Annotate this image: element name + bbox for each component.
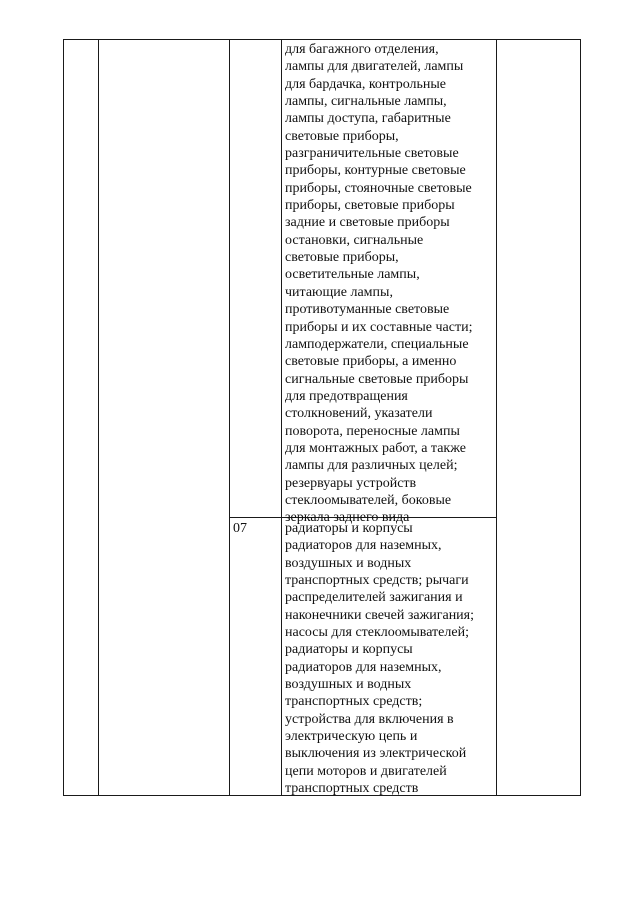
- description-line: зеркала заднего вида: [285, 510, 410, 526]
- description-line: воздушных и водных: [285, 677, 412, 693]
- description-line: приборы, стояночные световые: [285, 180, 472, 196]
- description-line: транспортных средств;: [285, 694, 423, 710]
- description-line: осветительные лампы,: [285, 267, 420, 283]
- table-cell-description: [285, 41, 472, 527]
- description-line: задние и световые приборы: [285, 215, 450, 231]
- table-border-right: [580, 39, 581, 796]
- description-line: электрическую цепь и: [285, 729, 418, 745]
- description-line: лампы для различных целей;: [285, 458, 458, 474]
- table-border-top: [63, 39, 581, 40]
- description-line: сигнальные световые приборы: [285, 371, 469, 387]
- description-line: поворота, переносные лампы: [285, 423, 460, 439]
- description-line: выключения из электрической: [285, 746, 467, 762]
- table-cell-class-code: 07: [233, 521, 247, 536]
- description-line: приборы, контурные световые: [285, 163, 466, 179]
- table-column-divider: [281, 39, 282, 796]
- description-line: остановки, сигнальные: [285, 232, 424, 248]
- description-line: лампы, сигнальные лампы,: [285, 94, 447, 110]
- description-line: лампы доступа, габаритные: [285, 111, 451, 127]
- description-line: для бардачка, контрольные: [285, 76, 446, 92]
- description-line: стеклоомывателей, боковые: [285, 492, 452, 508]
- description-line: устройства для включения в: [285, 711, 454, 727]
- description-line: цепи моторов и двигателей: [285, 763, 447, 779]
- description-line: световые приборы,: [285, 250, 399, 266]
- description-line: столкновений, указатели: [285, 406, 433, 422]
- description-line: радиаторов для наземных,: [285, 659, 442, 675]
- description-line: для багажного отделения,: [285, 42, 439, 57]
- description-line: радиаторы и корпусы: [285, 642, 413, 658]
- description-line: наконечники свечей зажигания;: [285, 607, 475, 623]
- description-line: транспортных средств: [285, 781, 419, 797]
- description-line: световые приборы,: [285, 128, 399, 144]
- table-border-left: [63, 39, 64, 796]
- table-column-divider: [98, 39, 99, 796]
- description-line: приборы и их составные части;: [285, 319, 473, 335]
- description-line: противотуманные световые: [285, 302, 450, 318]
- description-line: воздушных и водных: [285, 555, 412, 571]
- description-line: приборы, световые приборы: [285, 198, 455, 214]
- description-line: разграничительные световые: [285, 146, 459, 162]
- description-line: световые приборы, а именно: [285, 354, 457, 370]
- table-cell-description: [285, 520, 474, 798]
- table-column-divider: [496, 39, 497, 796]
- description-line: радиаторы и корпусы: [285, 521, 413, 536]
- description-line: насосы для стеклоомывателей;: [285, 625, 469, 641]
- table-column-divider: [229, 39, 230, 796]
- description-line: распределителей зажигания и: [285, 590, 463, 606]
- description-line: для монтажных работ, а также: [285, 440, 466, 456]
- description-line: читающие лампы,: [285, 284, 393, 300]
- description-line: лампы для двигателей, лампы: [285, 59, 464, 75]
- description-line: транспортных средств; рычаги: [285, 573, 469, 589]
- description-line: ламподержатели, специальные: [285, 336, 469, 352]
- description-line: резервуары устройств: [285, 475, 417, 491]
- description-line: для предотвращения: [285, 388, 408, 404]
- description-line: радиаторов для наземных,: [285, 538, 442, 554]
